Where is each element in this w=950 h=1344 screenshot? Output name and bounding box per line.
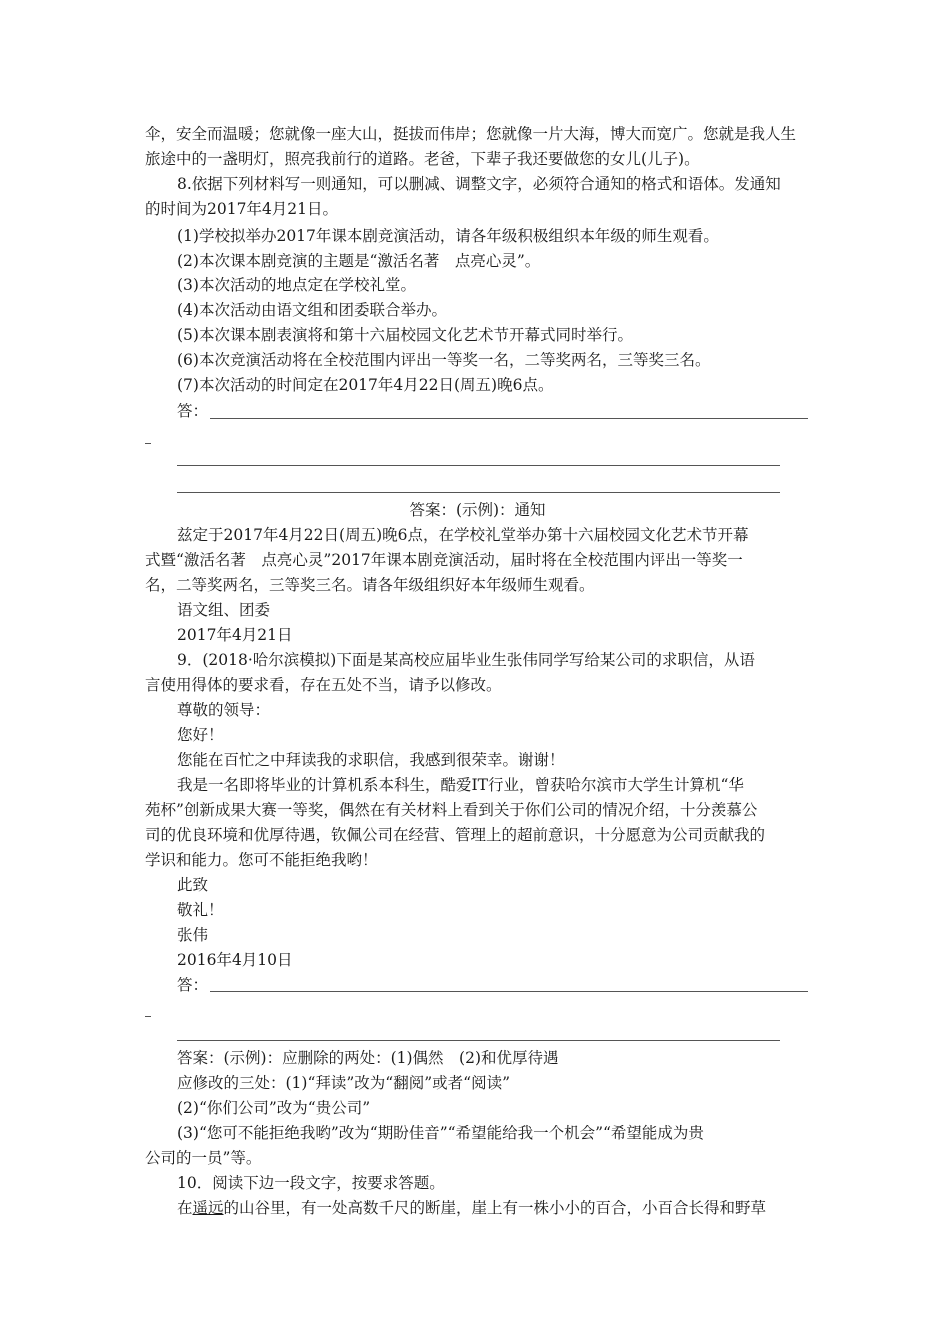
notice-signer: 语文组、团委 xyxy=(177,601,271,619)
answer-label: 答： xyxy=(177,402,209,420)
letter-closing: 此致 xyxy=(177,876,209,894)
answer-line-dash xyxy=(145,443,151,444)
solution-title: 答案：(示例)：通知 xyxy=(409,501,546,519)
answer-line[interactable] xyxy=(210,418,808,419)
letter-date: 2016年4月10日 xyxy=(177,951,293,969)
letter-paragraph: 我是一名即将毕业的计算机系本科生，酷爱IT行业，曾获哈尔滨市大学生计算机“华 xyxy=(177,776,744,794)
solution-text: (2)“你们公司”改为“贵公司” xyxy=(177,1099,371,1117)
answer-line[interactable] xyxy=(177,492,780,493)
solution-text: 兹定于2017年4月22日(周五)晚6点，在学校礼堂举办第十六届校园文化艺术节开幕 xyxy=(177,526,749,544)
material-item: (3)本次活动的地点定在学校礼堂。 xyxy=(177,276,416,294)
question-10-stem: 10．阅读下边一段文字，按要求答题。 xyxy=(177,1174,445,1192)
letter-paragraph: 司的优良环境和优厚待遇，钦佩公司在经营、管理上的超前意识，十分愿意为公司贡献我的 xyxy=(145,826,766,844)
question-9-stem: 9．(2018·哈尔滨模拟)下面是某高校应届毕业生张伟同学写给某公司的求职信，从语 xyxy=(177,651,755,669)
answer-line[interactable] xyxy=(177,465,780,466)
passage-text: 在 xyxy=(177,1199,193,1217)
material-item: (7)本次活动的时间定在2017年4月22日(周五)晚6点。 xyxy=(177,376,554,394)
solution-text: 答案：(示例)：应删除的两处：(1)偶然 (2)和优厚待遇 xyxy=(177,1049,559,1067)
question-8-stem: 8.依据下列材料写一则通知，可以删减、调整文字，必须符合通知的格式和语体。发通知 xyxy=(177,175,781,193)
notice-date: 2017年4月21日 xyxy=(177,626,293,644)
question-8-stem-cont: 的时间为2017年4月21日。 xyxy=(145,200,339,218)
letter-signature: 张伟 xyxy=(177,926,209,944)
material-item: (2)本次课本剧竞演的主题是“激活名著 点亮心灵”。 xyxy=(177,252,541,270)
letter-salutation: 尊敬的领导： xyxy=(177,701,271,719)
answer-line[interactable] xyxy=(177,1040,780,1041)
material-item: (4)本次活动由语文组和团委联合举办。 xyxy=(177,301,447,319)
solution-text: 式暨“激活名著 点亮心灵”2017年课本剧竞演活动，届时将在全校范围内评出一等奖一 xyxy=(145,551,743,569)
letter-paragraph: 学识和能力。您可不能拒绝我哟！ xyxy=(145,851,378,869)
solution-text: 名，二等奖两名，三等奖三名。请各年级组织好本年级师生观看。 xyxy=(145,576,595,594)
text-line: 旅途中的一盏明灯，照亮我前行的道路。老爸，下辈子我还要做您的女儿(儿子)。 xyxy=(145,150,700,168)
solution-text: 应修改的三处：(1)“拜读”改为“翻阅”或者“阅读” xyxy=(177,1074,511,1092)
underlined-word: 遥远 xyxy=(192,1199,224,1217)
passage-line xyxy=(177,1196,810,1220)
passage-text: 的山谷里，有一处高数千尺的断崖，崖上有一株小小的百合，小百合长得和野草 xyxy=(223,1199,767,1217)
solution-text: 公司的一员”等。 xyxy=(145,1149,262,1167)
solution-text: (3)“您可不能拒绝我哟”改为“期盼佳音”“希望能给我一个机会”“希望能成为贵 xyxy=(177,1124,704,1142)
letter-closing: 敬礼！ xyxy=(177,901,224,919)
answer-line[interactable] xyxy=(210,991,808,992)
letter-paragraph: 您能在百忙之中拜读我的求职信，我感到很荣幸。谢谢！ xyxy=(177,751,565,769)
text-line: 伞，安全而温暖；您就像一座大山，挺拔而伟岸；您就像一片大海，博大而宽广。您就是我人生 xyxy=(145,125,797,143)
letter-paragraph: 苑杯”创新成果大赛一等奖，偶然在有关材料上看到关于你们公司的情况介绍，十分羡慕公 xyxy=(145,801,758,819)
material-item: (1)学校拟举办2017年课本剧竞演活动，请各年级积极组织本年级的师生观看。 xyxy=(177,227,719,245)
question-9-stem-cont: 言使用得体的要求看，存在五处不当，请予以修改。 xyxy=(145,676,502,694)
material-item: (5)本次课本剧表演将和第十六届校园文化艺术节开幕式同时举行。 xyxy=(177,326,633,344)
material-item: (6)本次竞演活动将在全校范围内评出一等奖一名，二等奖两名，三等奖三名。 xyxy=(177,351,711,369)
answer-label: 答： xyxy=(177,976,209,994)
answer-line-dash xyxy=(145,1016,151,1017)
letter-greeting: 您好！ xyxy=(177,726,224,744)
